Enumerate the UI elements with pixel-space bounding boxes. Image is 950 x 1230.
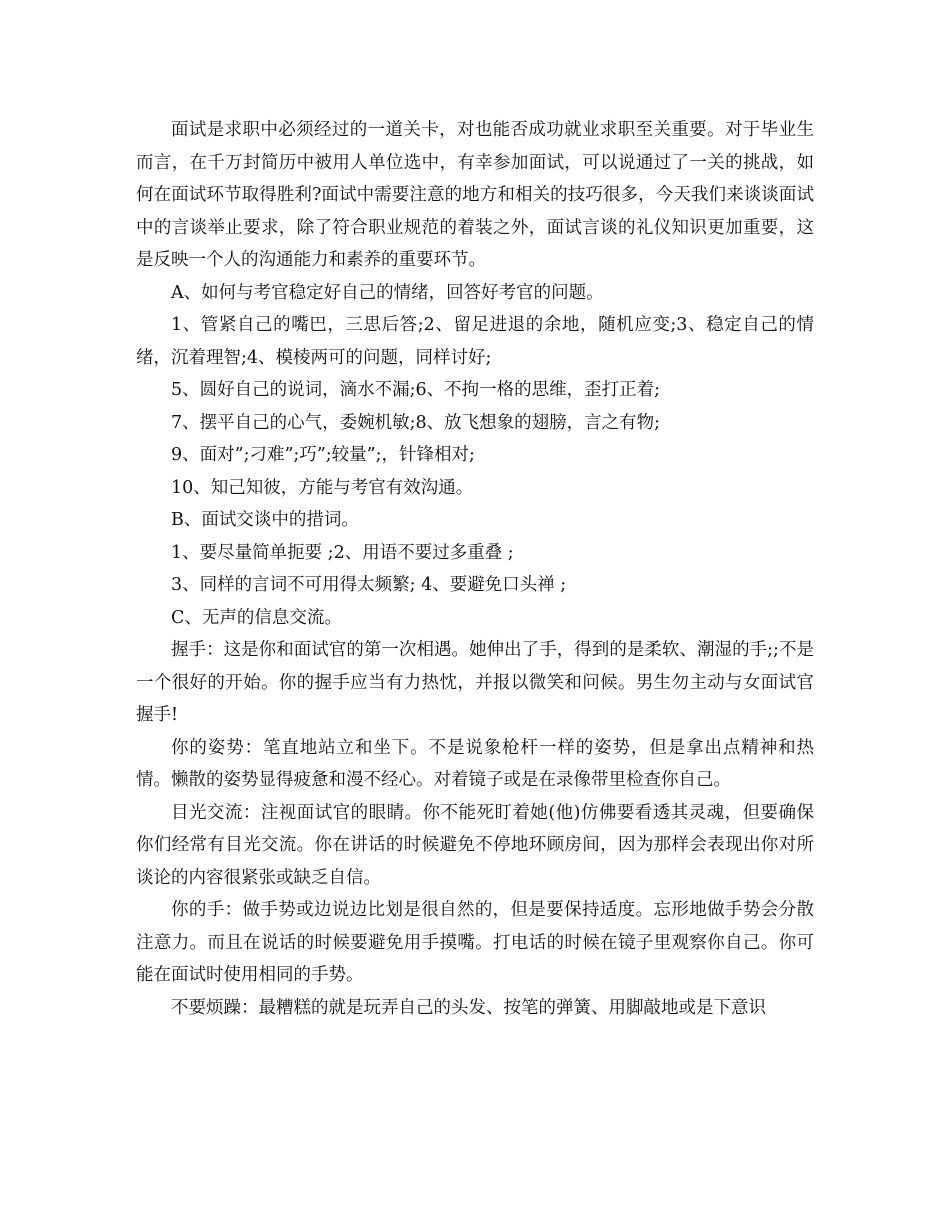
section-b-heading: B、面试交谈中的措词。 (171, 510, 359, 530)
section-a-heading: A、如何与考官稳定好自己的情绪，回答好考官的问题。 (171, 282, 604, 303)
tip-9: 9、面对”;刁难”;巧”;较量”;，针锋相对; (171, 445, 475, 465)
wording-tips-1-2: 1、要尽量简单扼要 ;2、用语不要过多重叠 ; (171, 542, 514, 563)
posture-paragraph: 你的姿势：笔直地站立和坐下。不是说象枪杆一样的姿势，但是拿出点精神和热情。懒散的姿势显得疲惫和漫不经心。对着镜子或是在录像带里检查你自己。 (136, 737, 814, 790)
section-c-heading: C、无声的信息交流。 (171, 607, 342, 628)
wording-tips-3-4: 3、同样的言词不可用得太频繁; 4、要避免口头禅 ; (171, 575, 567, 595)
handshake-paragraph: 握手：这是你和面试官的第一次相遇。她伸出了手，得到的是柔软、潮湿的手;;不是一个很好的开始。你的握手应当有力热忱，并报以微笑和问候。男生勿主动与女面试官握手! (136, 640, 814, 725)
tips-5-6: 5、圆好自己的说词，滴水不漏;6、不拘一格的思维，歪打正着; (171, 380, 661, 400)
eye-contact-paragraph: 目光交流：注视面试官的眼睛。你不能死盯着她(他)仿佛要看透其灵魂，但要确保你们经常有目光交流。你在讲话的时候避免不停地环顾房间，因为那样会表现出你对所谈论的内容很紧张或缺乏自信。 (136, 802, 814, 888)
tip-10: 10、知己知彼，方能与考官有效沟通。 (171, 477, 474, 498)
hands-paragraph: 你的手：做手势或边说边比划是很自然的，但是要保持适度。忘形地做手势会分散注意力。而且在说话的时候要避免用手摸嘴。打电话的时候在镜子里观察你自己。你可能在面试时使用相同的手势。 (136, 900, 814, 985)
tips-1-4: 1、管紧自己的嘴巴，三思后答;2、留足进退的余地，随机应变;3、稳定自己的情绪，沉着理智;4、模棱两可的问题，同样讨好; (136, 315, 814, 368)
tips-7-8: 7、摆平自己的心气，委婉机敏;8、放飞想象的翅膀，言之有物; (171, 412, 661, 433)
fidget-paragraph: 不要烦躁：最糟糕的就是玩弄自己的头发、按笔的弹簧、用脚敲地或是下意识 (171, 997, 766, 1018)
document-body (136, 114, 814, 1024)
intro-paragraph: 面试是求职中必须经过的一道关卡，对也能否成功就业求职至关重要。对于毕业生而言，在千万封简历中被用人单位选中，有幸参加面试，可以说通过了一关的挑战，如何在面试环节取得胜利?面试中需要注意的地方和相关的技巧很多，今天我们来谈谈面试中的言谈举止要求，除了符合职业规范的着装之外，面试言谈的礼仪知识更加重要，这是反映一个人的沟通能力和素养的重要环节。 (136, 120, 814, 270)
